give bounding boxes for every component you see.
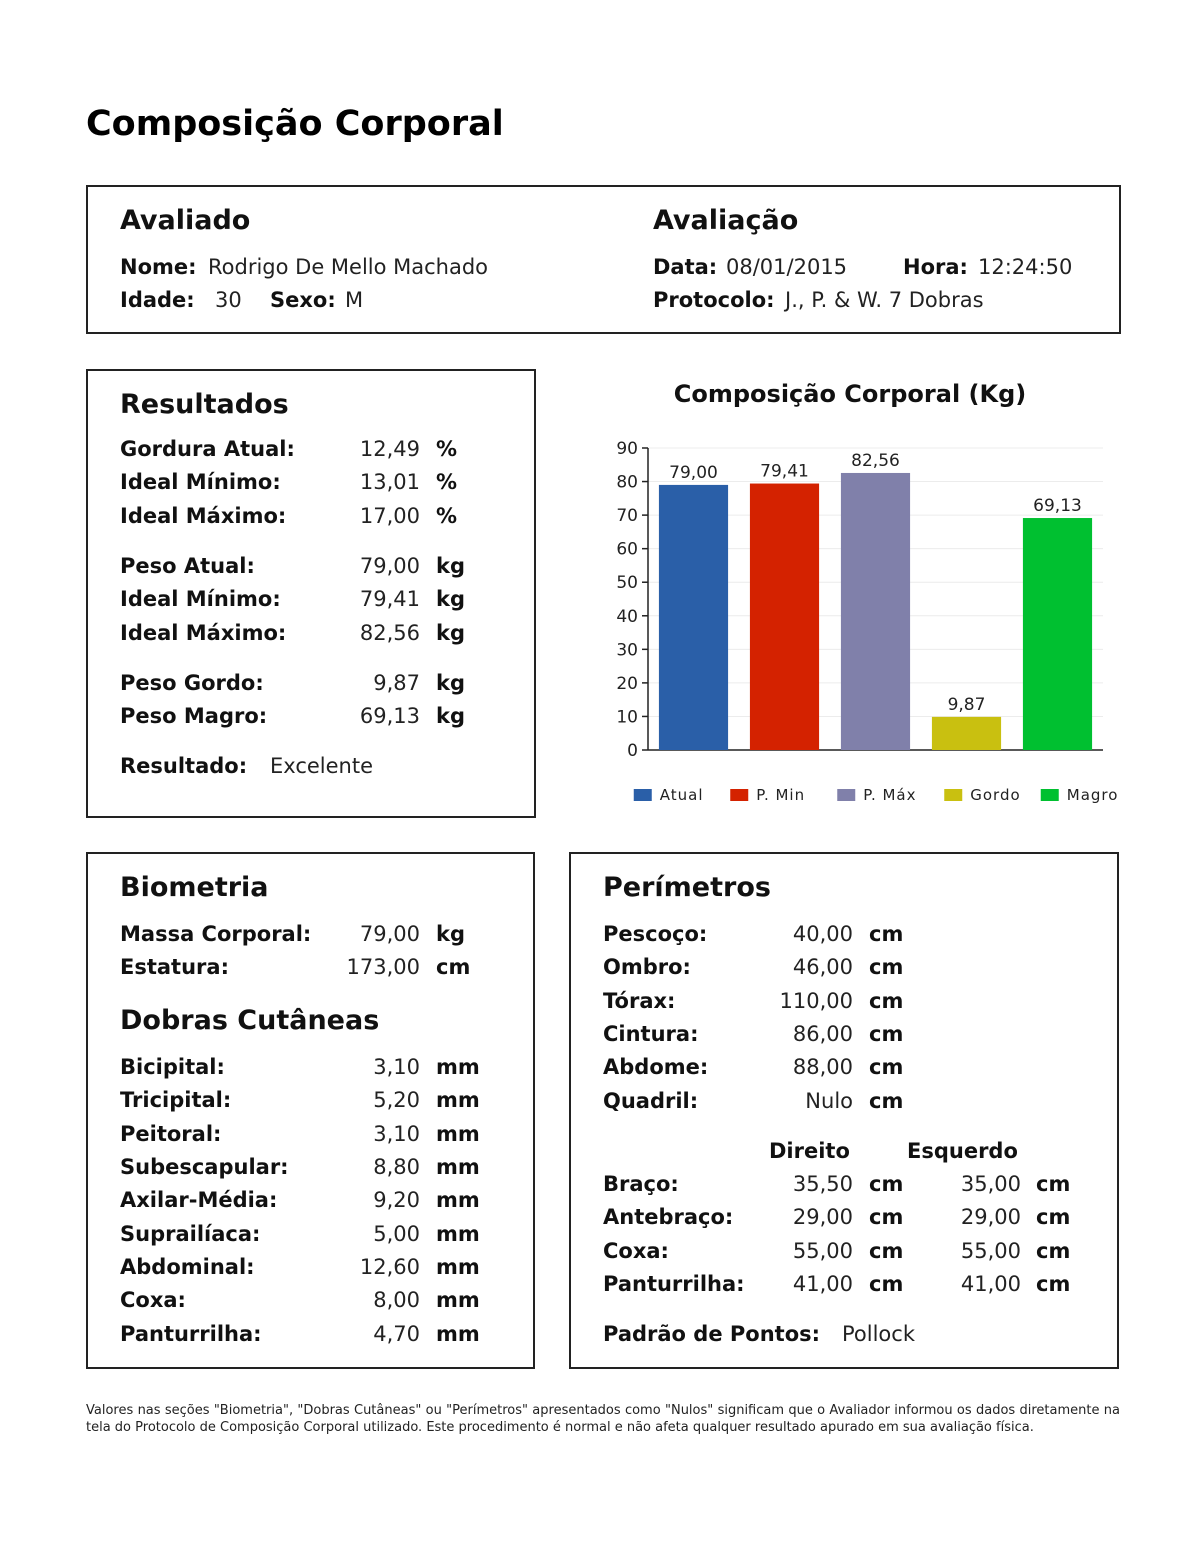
- dobra-value: 9,20: [373, 1188, 420, 1212]
- dobra-unit: mm: [436, 1055, 480, 1079]
- legend-swatch: [944, 789, 962, 801]
- dobra-label: Tricipital:: [120, 1088, 232, 1112]
- data-label: 79,41: [760, 461, 809, 482]
- bilateral-label: Antebraço:: [603, 1205, 734, 1229]
- result-unit: kg: [436, 554, 465, 578]
- result-unit: kg: [436, 621, 465, 645]
- biometria-value: 79,00: [359, 922, 420, 946]
- biometria-label: Massa Corporal:: [120, 922, 312, 946]
- result-label: Gordura Atual:: [120, 437, 295, 461]
- result-unit: kg: [436, 587, 465, 611]
- dobra-label: Suprailíaca:: [120, 1222, 261, 1246]
- perimetro-unit: cm: [869, 989, 904, 1013]
- dobra-unit: mm: [436, 1155, 480, 1179]
- bilateral-label: Panturrilha:: [603, 1272, 745, 1296]
- dobra-label: Bicipital:: [120, 1055, 225, 1079]
- page-title: Composição Corporal: [86, 104, 504, 144]
- esquerdo-unit: cm: [1036, 1205, 1071, 1229]
- result-label: Peso Atual:: [120, 554, 255, 578]
- direito-value: 35,50: [792, 1172, 853, 1196]
- hora-label: Hora:: [903, 255, 968, 279]
- esquerdo-unit: cm: [1036, 1172, 1071, 1196]
- y-tick-label: 10: [616, 707, 638, 728]
- data-label: 82,56: [851, 450, 900, 471]
- padrao-value: Pollock: [842, 1322, 915, 1346]
- result-unit: %: [436, 437, 458, 461]
- dobra-unit: mm: [436, 1088, 480, 1112]
- direito-value: 29,00: [792, 1205, 853, 1229]
- dobra-label: Peitoral:: [120, 1122, 222, 1146]
- perimetro-label: Abdome:: [603, 1055, 709, 1079]
- legend-label: P. Min: [756, 786, 806, 804]
- dobra-value: 3,10: [373, 1055, 420, 1079]
- perimetro-label: Quadril:: [603, 1089, 699, 1113]
- biometria-box: [86, 852, 535, 1369]
- data-label: 69,13: [1033, 496, 1082, 517]
- dobra-unit: mm: [436, 1222, 480, 1246]
- y-tick-label: 70: [616, 506, 638, 527]
- direito-unit: cm: [869, 1272, 904, 1296]
- protocolo-label: Protocolo:: [653, 288, 775, 312]
- biometria-value: 173,00: [346, 955, 420, 979]
- dobra-unit: mm: [436, 1255, 480, 1279]
- y-tick-label: 90: [616, 439, 638, 459]
- perimetro-value: 86,00: [792, 1022, 853, 1046]
- dobra-value: 3,10: [373, 1122, 420, 1146]
- data-value: 08/01/2015: [726, 255, 848, 279]
- legend-swatch: [730, 789, 748, 801]
- result-unit: %: [436, 504, 458, 528]
- y-tick-label: 40: [616, 606, 638, 627]
- avaliacao-heading: Avaliação: [653, 205, 799, 236]
- biometria-unit: cm: [436, 955, 471, 979]
- dobra-unit: mm: [436, 1322, 480, 1346]
- dobras-heading: Dobras Cutâneas: [120, 1005, 380, 1036]
- perimetro-unit: cm: [869, 1055, 904, 1079]
- bar-atual: [659, 485, 728, 750]
- avaliado-heading: Avaliado: [120, 205, 251, 236]
- result-label: Ideal Máximo:: [120, 621, 287, 645]
- result-label: Ideal Mínimo:: [120, 470, 281, 494]
- resultado-label: Resultado:: [120, 754, 248, 778]
- bar-p-m-x: [841, 473, 910, 750]
- result-label: Ideal Máximo:: [120, 504, 287, 528]
- result-value: 79,41: [359, 587, 420, 611]
- y-tick-label: 80: [616, 472, 638, 493]
- resultado-value: Excelente: [270, 754, 374, 778]
- direito-header: Direito: [769, 1139, 850, 1163]
- idade-label: Idade:: [120, 288, 195, 312]
- perimetro-value: Nulo: [805, 1089, 853, 1113]
- esquerdo-unit: cm: [1036, 1239, 1071, 1263]
- direito-unit: cm: [869, 1205, 904, 1229]
- dobra-unit: mm: [436, 1288, 480, 1312]
- idade-value: 30: [215, 288, 242, 312]
- result-label: Peso Gordo:: [120, 671, 264, 695]
- perimetros-heading: Perímetros: [603, 872, 771, 903]
- dobra-label: Coxa:: [120, 1288, 186, 1312]
- legend-label: Gordo: [970, 786, 1021, 804]
- dobra-value: 4,70: [373, 1322, 420, 1346]
- perimetro-unit: cm: [869, 922, 904, 946]
- data-label: 9,87: [947, 694, 986, 715]
- perimetro-value: 40,00: [792, 922, 853, 946]
- bilateral-label: Coxa:: [603, 1239, 669, 1263]
- result-value: 82,56: [359, 621, 420, 645]
- result-value: 17,00: [359, 504, 420, 528]
- direito-value: 41,00: [792, 1272, 853, 1296]
- result-value: 69,13: [359, 704, 420, 728]
- bar-gordo: [932, 717, 1001, 750]
- y-tick-label: 60: [616, 539, 638, 560]
- nome-value: Rodrigo De Mello Machado: [208, 255, 489, 279]
- biometria-label: Estatura:: [120, 955, 229, 979]
- result-unit: %: [436, 470, 458, 494]
- result-unit: kg: [436, 704, 465, 728]
- legend-label: Atual: [659, 786, 704, 804]
- direito-unit: cm: [869, 1239, 904, 1263]
- dobra-label: Axilar-Média:: [120, 1188, 278, 1212]
- result-unit: kg: [436, 671, 465, 695]
- perimetro-value: 46,00: [792, 955, 853, 979]
- data-label: Data:: [653, 255, 718, 279]
- legend-swatch: [634, 789, 652, 801]
- data-label: 79,00: [669, 462, 718, 483]
- dobra-value: 5,00: [373, 1222, 420, 1246]
- biometria-unit: kg: [436, 922, 465, 946]
- result-label: Ideal Mínimo:: [120, 587, 281, 611]
- sexo-value: M: [345, 288, 364, 312]
- esquerdo-value: 35,00: [960, 1172, 1021, 1196]
- dobra-value: 8,00: [373, 1288, 420, 1312]
- result-value: 13,01: [359, 470, 420, 494]
- perimetro-value: 88,00: [792, 1055, 853, 1079]
- result-value: 12,49: [359, 437, 420, 461]
- padrao-label: Padrão de Pontos:: [603, 1322, 821, 1346]
- perimetro-unit: cm: [869, 1022, 904, 1046]
- perimetro-unit: cm: [869, 955, 904, 979]
- composition-bar-chart: [580, 430, 1120, 820]
- bilateral-label: Braço:: [603, 1172, 679, 1196]
- legend-swatch: [1041, 789, 1059, 801]
- legend-label: Magro: [1066, 786, 1119, 804]
- legend-label: P. Máx: [863, 786, 917, 804]
- direito-value: 55,00: [792, 1239, 853, 1263]
- chart-title: Composição Corporal (Kg): [673, 380, 1027, 408]
- y-tick-label: 0: [627, 741, 638, 761]
- esquerdo-value: 29,00: [960, 1205, 1021, 1229]
- perimetro-label: Ombro:: [603, 955, 691, 979]
- y-tick-label: 30: [616, 640, 638, 661]
- resultados-heading: Resultados: [120, 389, 289, 420]
- y-tick-label: 20: [616, 673, 638, 694]
- dobra-label: Subescapular:: [120, 1155, 289, 1179]
- esquerdo-unit: cm: [1036, 1272, 1071, 1296]
- esquerdo-value: 41,00: [960, 1272, 1021, 1296]
- esquerdo-header: Esquerdo: [907, 1139, 1018, 1163]
- result-value: 79,00: [359, 554, 420, 578]
- dobra-unit: mm: [436, 1188, 480, 1212]
- perimetro-label: Cintura:: [603, 1022, 699, 1046]
- perimetro-label: Tórax:: [603, 989, 676, 1013]
- result-value: 9,87: [373, 671, 420, 695]
- bar-p-min: [750, 484, 819, 750]
- dobra-value: 12,60: [359, 1255, 420, 1279]
- direito-unit: cm: [869, 1172, 904, 1196]
- perimetro-unit: cm: [869, 1089, 904, 1113]
- dobra-label: Panturrilha:: [120, 1322, 262, 1346]
- perimetro-value: 110,00: [779, 989, 853, 1013]
- perimetro-label: Pescoço:: [603, 922, 708, 946]
- bar-magro: [1023, 518, 1092, 750]
- dobra-label: Abdominal:: [120, 1255, 255, 1279]
- sexo-label: Sexo:: [270, 288, 336, 312]
- result-label: Peso Magro:: [120, 704, 268, 728]
- legend-swatch: [837, 789, 855, 801]
- biometria-heading: Biometria: [120, 872, 269, 903]
- y-tick-label: 50: [616, 573, 638, 594]
- perimetros-box: [569, 852, 1119, 1369]
- dobra-unit: mm: [436, 1122, 480, 1146]
- hora-value: 12:24:50: [978, 255, 1073, 279]
- footnote: Valores nas seções "Biometria", "Dobras Cutâneas" ou "Perímetros" apresentados como "Nulos" significam que o Avaliador informou os dados diretamente na tela do Protocolo de Composição Corporal utilizado. Este procedimento é normal e não afeta qualquer resultado apurado em sua avaliação física.: [86, 1403, 1120, 1435]
- nome-label: Nome:: [120, 255, 197, 279]
- dobra-value: 8,80: [373, 1155, 420, 1179]
- resultados-box: [86, 369, 536, 818]
- header-box: [86, 185, 1121, 334]
- esquerdo-value: 55,00: [960, 1239, 1021, 1263]
- dobra-value: 5,20: [373, 1088, 420, 1112]
- protocolo-value: J., P. & W. 7 Dobras: [785, 288, 984, 312]
